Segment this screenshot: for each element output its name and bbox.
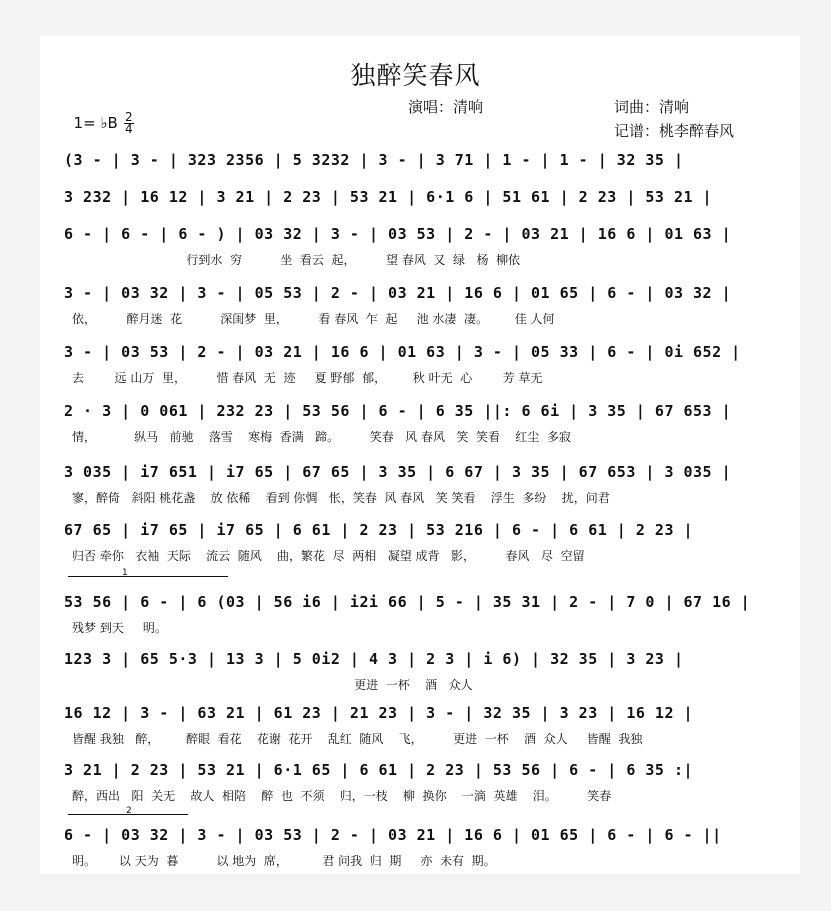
lyric-line: 明。 以 天为 暮 以 地为 席， 君 问我 归 期 亦 未有 期。 [72,854,496,868]
lyric-line: 情， 纵马 前驰 落雪 寒梅 香满 蹄。 笑春 风 春风 笑 笑看 红尘 多寂 [72,430,571,444]
notation-line: 53 56 | 6 - | 6 (03 | 56 i6 | i2i 66 | 5 - | 35 31 | 2 - | 7 0 | 67 16 | [64,593,751,611]
key-signature [64,94,134,135]
song-title: 独醉笑春风 [350,61,481,90]
time-signature [124,112,134,135]
time-sig-bottom: 4 [124,122,133,136]
volta-number-2: 2 [126,806,132,816]
notation-line: 6 - | 6 - | 6 - ) | 03 32 | 3 - | 03 53 | 2 - | 03 21 | 16 6 | 01 63 | [64,225,732,243]
notation-line: 3 - | 03 32 | 3 - | 05 53 | 2 - | 03 21 | 16 6 | 01 65 | 6 - | 03 32 | [64,284,732,302]
notation-line: 3 - | 03 53 | 2 - | 03 21 | 16 6 | 01 63 | 3 - | 05 33 | 6 - | 0i 652 | [64,343,741,361]
notation-line: 123 3 | 65 5·3 | 13 3 | 5 0i2 | 4 3 | 2 3 | i 6) | 32 35 | 3 23 | [64,650,684,668]
time-sig-top: 2 [124,110,133,124]
singer-credit: 演唱：清响 [408,98,484,116]
lyric-line: 依， 醉月迷 花 深闺梦 里， 看 春风 乍 起 池 水凄 凄。 佳 人何 [72,312,555,326]
lyric-line: 醉，西出 阳 关无 故人 相陪 醉 也 不须 归，一枝 柳 换你 一滴 英雄 泪。 笑春 [72,789,612,803]
transcriber-credit: 记谱：桃李醉春风 [614,122,735,140]
lyric-line: 寥，醉倚 斜阳 桃花盏 放 依稀 看到 你惆 怅，笑春 风 春风 笑 笑看 浮生 多纷 扰，问君 [72,491,610,505]
notation-line: 67 65 | i7 65 | i7 65 | 6 61 | 2 23 | 53 216 | 6 - | 6 61 | 2 23 | [64,521,694,539]
volta-bracket-1 [68,576,228,577]
composer-credit: 词曲：清响 [614,98,690,116]
notation-line: 3 035 | i7 651 | i7 65 | 67 65 | 3 35 | 6 67 | 3 35 | 67 653 | 3 035 | [64,463,732,481]
notation-line: (3 - | 3 - | 323 2356 | 5 3232 | 3 - | 3 71 | 1 - | 1 - | 32 35 | [64,151,684,169]
lyric-line: 归否 牵你 衣袖 天际 流云 随风 曲，繁花 尽 两相 凝望 成背 影， 春风 尽 空留 [72,549,585,563]
notation-line: 3 232 | 16 12 | 3 21 | 2 23 | 53 21 | 6·1 6 | 51 61 | 2 23 | 53 21 | [64,188,713,206]
lyric-line: 皆醒 我独 醉， 醉眼 看花 花谢 花开 乱红 随风 飞， 更进 一杯 酒 众人 皆醒 我独 [72,732,643,746]
notation-line: 3 21 | 2 23 | 53 21 | 6·1 65 | 6 61 | 2 23 | 53 56 | 6 - | 6 35 :| [64,761,694,779]
lyric-line: 更进 一杯 酒 众人 [72,678,473,692]
notation-line: 2 · 3 | 0 061 | 232 23 | 53 56 | 6 - | 6 35 ||: 6 6i | 3 35 | 67 653 | [64,402,732,420]
key-label: 1= ♭B [73,114,118,132]
lyric-line: 去 远 山万 里， 惜 春风 无 迹 夏 野郁 郁， 秋 叶无 心 芳 草无 [72,371,543,385]
lyric-line: 残梦 到天 明。 [72,621,167,635]
lyric-line: 行到水 穷 坐 看云 起， 望 春风 又 绿 杨 柳依 [72,253,521,267]
notation-line: 16 12 | 3 - | 63 21 | 61 23 | 21 23 | 3 - | 32 35 | 3 23 | 16 12 | [64,704,694,722]
notation-line: 6 - | 03 32 | 3 - | 03 53 | 2 - | 03 21 | 16 6 | 01 65 | 6 - | 6 - || [64,826,722,844]
volta-number-1: 1 [122,568,128,578]
